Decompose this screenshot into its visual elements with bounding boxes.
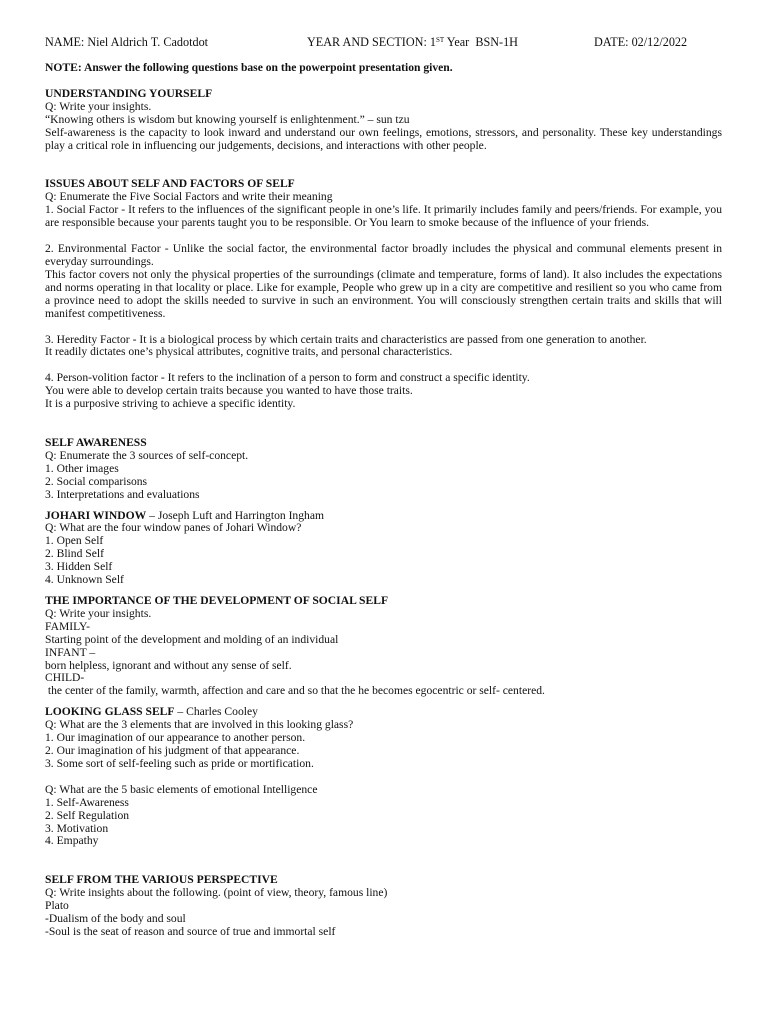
list-item: 3. Motivation [45, 821, 109, 835]
answer-line: -Dualism of the body and soul [45, 912, 186, 926]
answer-line: INFANT – [45, 645, 96, 659]
list-item: 3. Some sort of self-feeling such as pride or mortification. [45, 756, 314, 770]
answer-line: the center of the family, warmth, affection and care and so that the he becomes egocentric or self- centered. [45, 684, 545, 698]
section-issues-about-self [45, 178, 722, 411]
question: Q: What are the 5 basic elements of emotional Intelligence [45, 782, 318, 796]
answer-line: Starting point of the development and molding of an individual [45, 632, 339, 646]
section-title: JOHARI WINDOW [45, 508, 147, 522]
section-understanding-yourself [45, 88, 722, 153]
section-looking-glass-self [45, 706, 722, 771]
section-social-self [45, 595, 722, 698]
section-title: SELF FROM THE VARIOUS PERSPECTIVE [45, 873, 278, 887]
section-title: ISSUES ABOUT SELF AND FACTORS OF SELF [45, 177, 295, 191]
answer-line: FAMILY- [45, 619, 90, 633]
section-self-perspective [45, 874, 722, 939]
person-volition-paragraph: 4. Person-volition factor - It refers to the inclination of a person to form and construct a specific identity. [45, 371, 530, 385]
person-volition-detail: It is a purposive striving to achieve a specific identity. [45, 397, 296, 411]
question: Q: Enumerate the Five Social Factors and write their meaning [45, 190, 333, 204]
section-title: SELF AWARENESS [45, 436, 147, 450]
section-emotional-intelligence [45, 784, 722, 849]
question: Q: What are the four window panes of Johari Window? [45, 521, 302, 535]
question: Q: Write your insights. [45, 99, 152, 113]
list-item: 2. Our imagination of his judgment of that appearance. [45, 743, 300, 757]
section-author: – Joseph Luft and Harrington Ingham [146, 508, 324, 522]
list-item: 1. Open Self [45, 534, 104, 548]
year-and-section: YEAR AND SECTION: 1ST Year BSN-1H [307, 35, 518, 49]
list-item: 3. Hidden Self [45, 560, 113, 574]
list-item: 4. Empathy [45, 834, 99, 848]
section-author: – Charles Cooley [174, 705, 258, 719]
list-item: 4. Unknown Self [45, 573, 124, 587]
heredity-factor-detail: It readily dictates one’s physical attributes, cognitive traits, and personal characteristics. [45, 345, 453, 359]
answer-line: -Soul is the seat of reason and source of true and immortal self [45, 924, 336, 938]
section-title: UNDERSTANDING YOURSELF [45, 86, 213, 100]
document-date: DATE: 02/12/2022 [594, 35, 688, 49]
answer-line: born helpless, ignorant and without any sense of self. [45, 658, 292, 672]
list-item: 1. Our imagination of our appearance to another person. [45, 731, 306, 745]
answer-paragraph: Self-awareness is the capacity to look inward and understand our own feelings, emotions, stressors, and personality. These key understandings play a critical role in influencing our judgements, decisions, and interactions with other people. [45, 125, 722, 152]
list-item: 2. Social comparisons [45, 474, 148, 488]
environmental-factor-paragraph: 2. Environmental Factor - Unlike the social factor, the environmental factor broadly includes the physical and communal elements present in everyday surroundings. [45, 242, 722, 268]
section-title: LOOKING GLASS SELF [45, 705, 175, 719]
answer-line: Plato [45, 899, 69, 913]
question: Q: Write insights about the following. (point of view, theory, famous line) [45, 886, 388, 900]
heredity-factor-paragraph: 3. Heredity Factor - It is a biological process by which certain traits and characteristics are passed from one generation to another. [45, 332, 647, 346]
document-header [45, 36, 722, 50]
quote: “Knowing others is wisdom but knowing yourself is enlightenment.” – sun tzu [45, 112, 410, 126]
question: Q: Enumerate the 3 sources of self-concept. [45, 448, 249, 462]
section-self-awareness [45, 437, 722, 502]
document-page [45, 36, 722, 939]
question: Q: Write your insights. [45, 606, 152, 620]
list-item: 3. Interpretations and evaluations [45, 487, 200, 501]
answer-line: CHILD- [45, 671, 85, 685]
environmental-factor-detail: This factor covers not only the physical properties of the surroundings (climate and temperature, forms of land). It also includes the expectations and norms operating in that locality or place. Like for example, People who grew up in a city are competitive and resilient so you who came from a province need to adopt the skills needed to survive in such an environment. You will consciously strengthen certain traits and skills that will manifest competitiveness. [45, 267, 722, 320]
list-item: 1. Self-Awareness [45, 795, 129, 809]
list-item: 1. Other images [45, 461, 119, 475]
person-volition-detail: You were able to develop certain traits because you wanted to have those traits. [45, 384, 413, 398]
list-item: 2. Self Regulation [45, 808, 130, 822]
section-johari-window [45, 510, 722, 587]
section-title: THE IMPORTANCE OF THE DEVELOPMENT OF SOCIAL SELF [45, 594, 389, 607]
social-factor-paragraph: 1. Social Factor - It refers to the influences of the significant people in one’s life. It primarily includes family and peers/friends. For example, you are responsible because your parents taught you to be responsible. Or You learn to smoke because of the influence of your friends. [45, 203, 722, 230]
list-item: 2. Blind Self [45, 547, 104, 561]
question: Q: What are the 3 elements that are involved in this looking glass? [45, 718, 354, 732]
student-name: NAME: Niel Aldrich T. Cadotdot [45, 35, 209, 49]
note-instruction: NOTE: Answer the following questions base on the powerpoint presentation given. [45, 61, 453, 74]
